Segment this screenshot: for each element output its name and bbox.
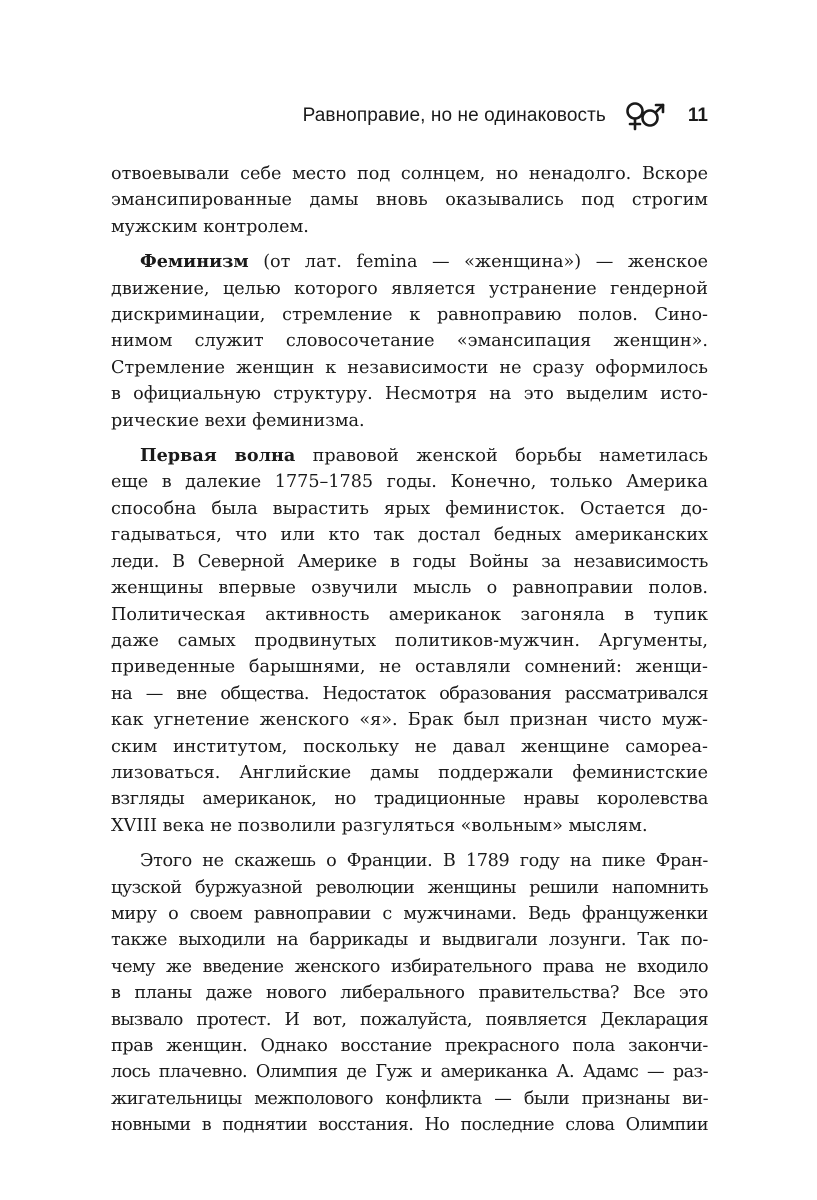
body-text [111, 161, 708, 1139]
text-line: леди. В Северной Америке в годы Войны за независимость [111, 551, 708, 572]
text-line: гадываться, что или кто так достал бедных американских [111, 525, 708, 546]
text-line: на — вне общества. Недостаток образования рассматривался [111, 683, 708, 704]
text-line: эмансипированные дамы вновь оказывались под строгим [111, 190, 708, 211]
text-line: миру о своем равноправии с мужчинами. Ведь француженки [111, 903, 708, 924]
text-line: также выходили на баррикады и выдвигали лозунги. Так по- [111, 930, 708, 951]
text-line: чему же введение женского избирательного права не входило [111, 956, 708, 977]
text-line: лось плачевно. Олимпия де Гуж и американка А. Адамс — раз- [111, 1062, 708, 1083]
page-number: 11 [687, 105, 708, 126]
text-line: дискриминации, стремление к равноправию полов. Сино- [111, 305, 708, 326]
text-line: Этого не скажешь о Франции. В 1789 году на пике Фран- [140, 851, 708, 872]
text-line: жигательницы межполового конфликта — были признаны ви- [111, 1088, 708, 1109]
text-line: нимом служит словосочетание «эмансипация женщин». [111, 331, 708, 352]
text-line: способна была вырастить ярых феминисток. Остается до- [111, 498, 708, 519]
text-line: Стремление женщин к независимости не сразу оформилось [111, 357, 708, 378]
book-page [111, 0, 708, 1200]
text-line: приведенные барышнями, не оставляли сомнений: женщи- [111, 657, 708, 678]
text-fragment: правовой женской борьбы наметилась [295, 446, 708, 467]
text-line: рические вехи феминизма. [111, 410, 365, 431]
text-line: женщины впервые озвучили мысль о равноправии полов. [111, 578, 708, 599]
text-line [111, 443, 708, 469]
text-line: прав женщин. Однако восстание прекрасного пола закончи- [111, 1036, 708, 1056]
text-line: даже самых продвинутых политиков-мужчин. Аргументы, [111, 630, 708, 651]
text-line: ским институтом, поскольку не давал женщине самореа- [111, 736, 708, 757]
text-line: движение, целью которого является устранение гендерной [111, 278, 708, 299]
text-line: еще в далекие 1775–1785 годы. Конечно, только Америка [111, 472, 708, 493]
running-title: Равноправие, но не одинаковость [302, 105, 606, 126]
text-line: мужским контролем. [111, 216, 309, 237]
text-line: цузской буржуазной революции женщины решили напомнить [111, 877, 708, 898]
term-feminism: Феминизм [140, 251, 249, 273]
text-line: взгляды американок, но традиционные нравы королевства [111, 789, 708, 810]
text-line: новными в поднятии восстания. Но последние слова Олимпии [111, 1115, 708, 1136]
text-line: как угнетение женского «я». Брак был признан чисто муж- [111, 710, 708, 731]
text-line: в планы даже нового либерального правительства? Все это [111, 983, 708, 1004]
text-line: отвоевывали себе место под солнцем, но ненадолго. Вскоре [111, 164, 708, 184]
text-line: вызвало протест. И вот, пожалуйста, появляется Декларация [111, 1009, 708, 1030]
text-fragment: (от лат. femina — «женщина») — женское [248, 252, 708, 273]
female-male-symbols-icon [624, 100, 666, 132]
text-line: лизоваться. Английские дамы поддержали феминистские [111, 762, 708, 783]
text-line: XVIII века не позволили разгуляться «вольным» мыслям. [111, 815, 648, 836]
running-head [303, 98, 708, 134]
paragraph-first-wave [111, 443, 708, 839]
paragraph-1 [111, 161, 708, 240]
paragraph-france [111, 848, 708, 1138]
text-line: в официальную структуру. Несмотря на это выделим исто- [111, 384, 708, 405]
paragraph-feminism [111, 249, 708, 434]
term-first-wave: Первая волна [140, 445, 296, 467]
text-line [111, 249, 708, 275]
text-line: Политическая активность американок загоняла в тупик [111, 604, 708, 625]
